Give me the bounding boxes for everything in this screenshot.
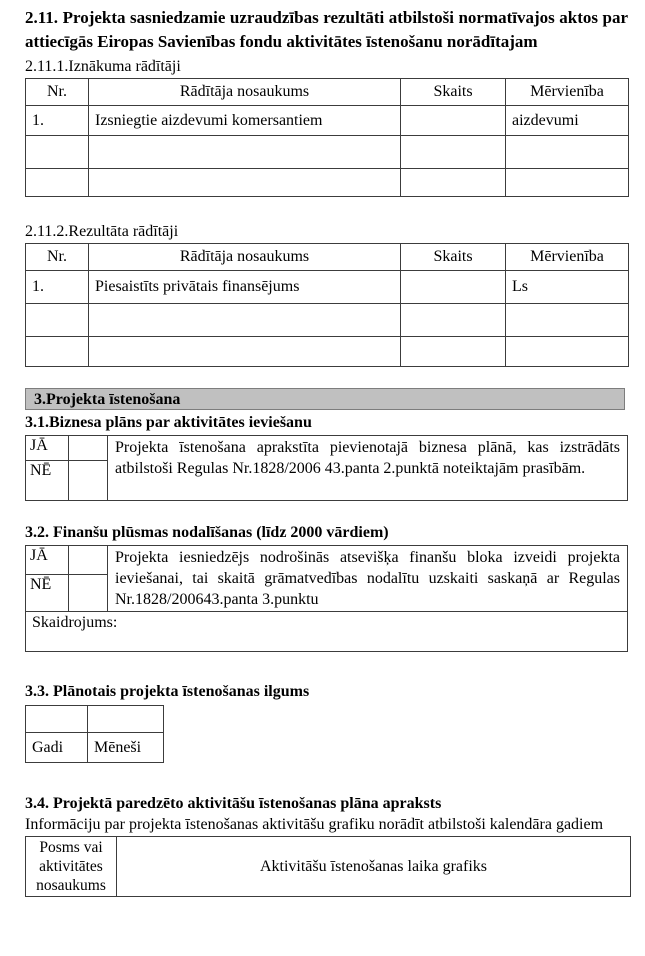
cell-indicator-name-input[interactable]: [89, 337, 401, 367]
table-row: [26, 136, 629, 169]
duration-table: [25, 705, 164, 763]
cell-nr-input[interactable]: [26, 304, 89, 337]
table-row: [26, 271, 629, 304]
cell-skaits-input[interactable]: [401, 271, 506, 304]
cell-nr: 1.: [26, 106, 89, 136]
yes-row: [26, 546, 628, 575]
yes-label: JĀ: [26, 436, 69, 461]
table-row: [26, 106, 629, 136]
column-header-mervieniba: Mērvienība: [506, 244, 629, 271]
cell-indicator-name-input[interactable]: [89, 169, 401, 197]
years-value-input[interactable]: [26, 706, 88, 733]
no-checkbox-cell[interactable]: [69, 574, 108, 611]
cell-mervieniba-input[interactable]: [506, 169, 629, 197]
cell-nr-input[interactable]: [26, 136, 89, 169]
cell-mervieniba: Ls: [506, 271, 629, 304]
table-row: [26, 169, 629, 197]
cell-nr-input[interactable]: [26, 337, 89, 367]
subsection-3-2-heading: 3.2. Finanšu plūsmas nodalīšanas (līdz 2000 vārdiem): [25, 524, 389, 541]
cell-mervieniba-input[interactable]: [506, 136, 629, 169]
business-plan-yes-no-table: [25, 435, 628, 501]
duration-labels-row: [26, 733, 164, 763]
phase-name-header-cell: Posms vai aktivitātes nosaukums: [26, 837, 117, 897]
table-row: [26, 304, 629, 337]
cell-indicator-name-input[interactable]: [89, 304, 401, 337]
subsection-3-4-heading: 3.4. Projektā paredzēto aktivitāšu īstenošanas plāna apraksts: [25, 795, 442, 812]
explanation-row: [26, 612, 628, 652]
subsection-2-11-1-heading: 2.11.1.Iznākuma rādītāji: [25, 58, 181, 75]
yes-checkbox-cell[interactable]: [69, 436, 108, 461]
no-checkbox-cell[interactable]: [69, 461, 108, 501]
column-header-nr: Nr.: [26, 244, 89, 271]
table-header-row: [26, 79, 629, 106]
cell-skaits-input[interactable]: [401, 337, 506, 367]
section-2-11-title: 2.11. Projekta sasniedzamie uzraudzības rezultāti atbilstoši normatīvajos aktos par attiecīgās Eiropas Savienības fondu aktivitātes īstenošanu norādītajam: [25, 8, 628, 51]
years-label: Gadi: [26, 733, 88, 763]
subsection-3-1-heading: 3.1.Biznesa plāns par aktivitātes ieviešanu: [25, 414, 312, 431]
cell-skaits-input[interactable]: [401, 136, 506, 169]
schedule-intro-text: Informāciju par projekta īstenošanas aktivitāšu grafiku norādīt atbilstoši kalendāra gadiem: [25, 816, 604, 833]
cell-indicator-name: Piesaistīts privātais finansējums: [89, 271, 401, 304]
outcome-indicators-table: [25, 78, 629, 197]
cell-mervieniba: aizdevumi: [506, 106, 629, 136]
column-header-nr: Nr.: [26, 79, 89, 106]
cell-nr: 1.: [26, 271, 89, 304]
subsection-3-3-heading: 3.3. Plānotais projekta īstenošanas ilgums: [25, 683, 310, 700]
table-header-row: [26, 244, 629, 271]
column-header-skaits: Skaits: [401, 244, 506, 271]
cell-nr-input[interactable]: [26, 169, 89, 197]
column-header-name: Rādītāja nosaukums: [89, 244, 401, 271]
column-header-name: Rādītāja nosaukums: [89, 79, 401, 106]
cell-skaits-input[interactable]: [401, 106, 506, 136]
schedule-header-row: [26, 837, 631, 897]
duration-values-row: [26, 706, 164, 733]
cell-mervieniba-input[interactable]: [506, 304, 629, 337]
subsection-2-11-2-heading: 2.11.2.Rezultāta rādītāji: [25, 223, 179, 240]
result-indicators-table: [25, 243, 629, 367]
explanation-label: Skaidrojums:: [32, 614, 118, 631]
column-header-skaits: Skaits: [401, 79, 506, 106]
schedule-header-cell: Aktivitāšu īstenošanas laika grafiks: [117, 837, 631, 897]
cell-mervieniba-input[interactable]: [506, 337, 629, 367]
cell-skaits-input[interactable]: [401, 169, 506, 197]
cell-indicator-name: Izsniegtie aizdevumi komersantiem: [89, 106, 401, 136]
business-plan-statement: Projekta īstenošana aprakstīta pievienotajā biznesa plānā, kas izstrādāts atbilstoši Regulas Nr.1828/2006 43.panta 2.punktā noteiktajām prasībām.: [108, 436, 628, 501]
activity-schedule-table: [25, 836, 631, 897]
column-header-mervieniba: Mērvienība: [506, 79, 629, 106]
finance-flow-statement: Projekta iesniedzējs nodrošinās atsevišķa finanšu bloka izveidi projekta ieviešanai, tai skaitā grāmatvedības nodalītu uzskaiti saskaņā ar Regulas Nr.1828/200643.panta 3.punktu: [108, 546, 628, 612]
cell-skaits-input[interactable]: [401, 304, 506, 337]
explanation-cell[interactable]: [26, 612, 628, 652]
yes-checkbox-cell[interactable]: [69, 546, 108, 575]
finance-flow-yes-no-table: [25, 545, 628, 652]
cell-indicator-name-input[interactable]: [89, 136, 401, 169]
months-label: Mēneši: [88, 733, 164, 763]
yes-label: JĀ: [26, 546, 69, 575]
no-label: NĒ: [26, 574, 69, 611]
yes-row: [26, 436, 628, 461]
section-3-header-bar: 3.Projekta īstenošana: [25, 388, 625, 410]
no-label: NĒ: [26, 461, 69, 501]
months-value-input[interactable]: [88, 706, 164, 733]
table-row: [26, 337, 629, 367]
